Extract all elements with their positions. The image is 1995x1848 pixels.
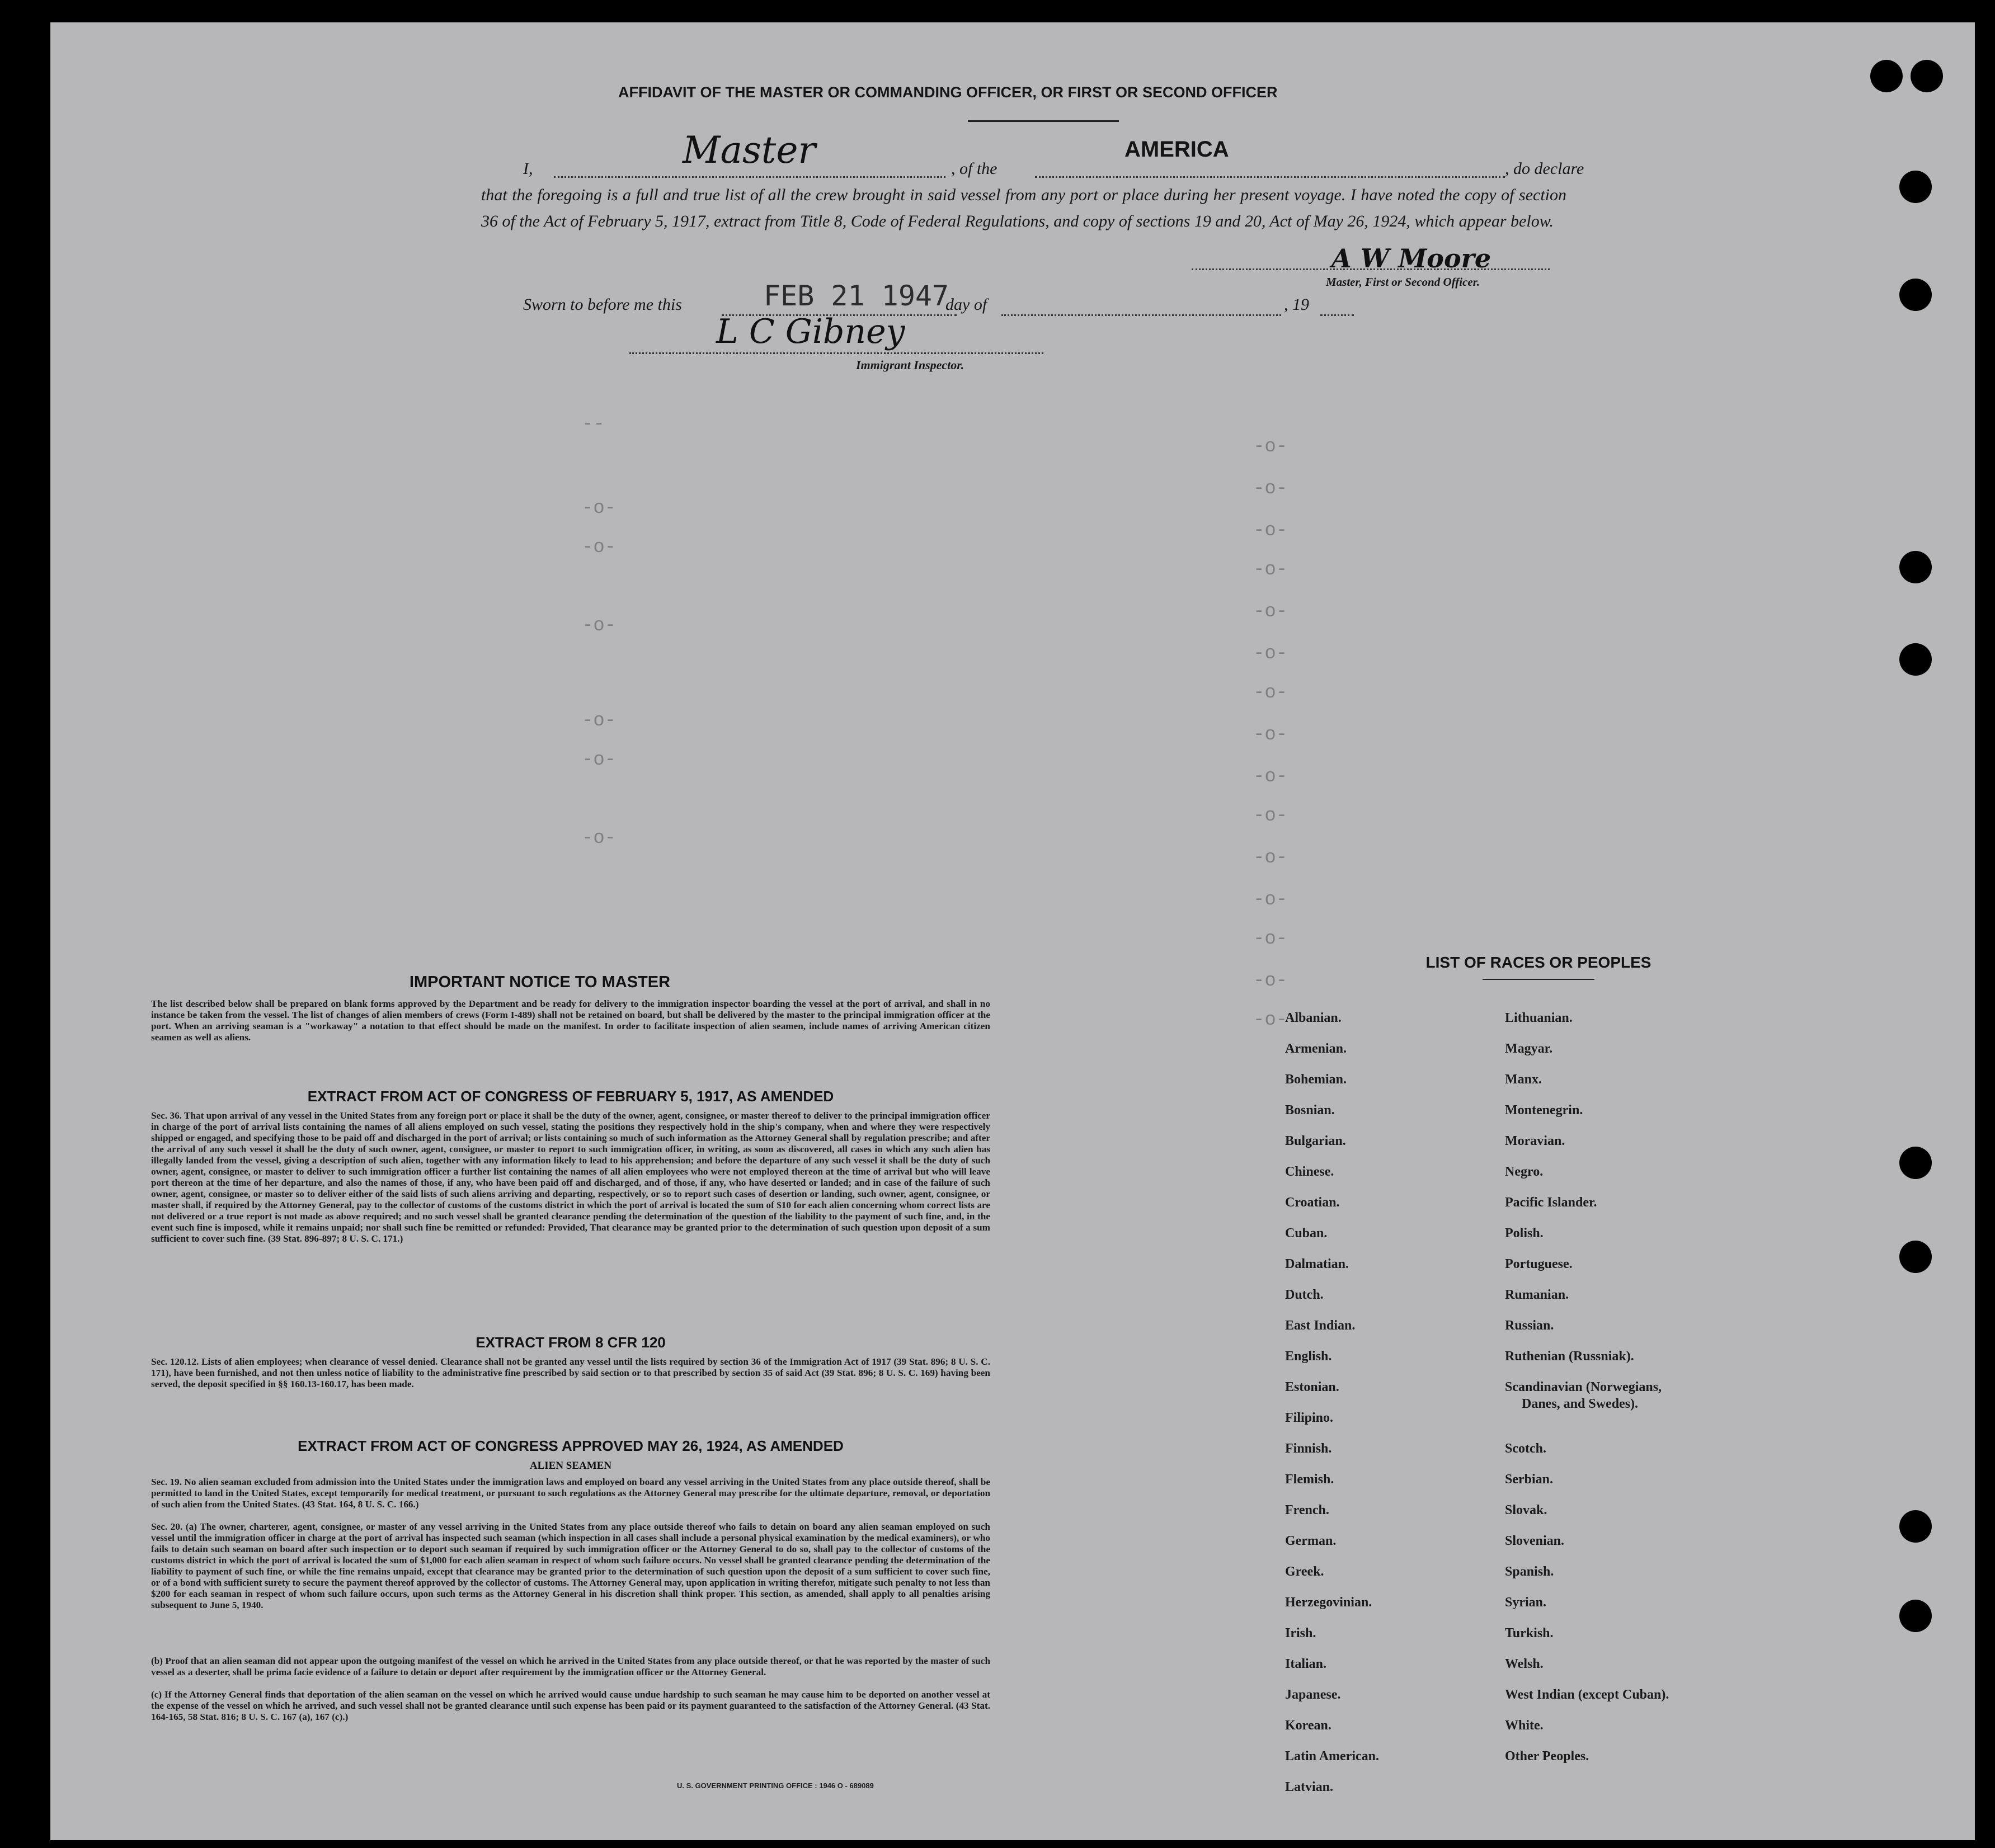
alien-seamen-subheading: ALIEN SEAMEN [529,1460,612,1472]
affidavit-body: that the foregoing is a full and true list of all the crew brought in said vessel from any port or place during her present voyage. I have noted the copy of section 36 of the Act of February 5, 1917, extract from Title 8, Code of Federal Regulations, and copy of sections 19 and 20, Act of May 26, 1924, which appear below. [481,186,1566,230]
race-item: Finnish. [1285,1441,1332,1456]
race-item: Irish. [1285,1626,1316,1640]
race-item: Bosnian. [1285,1103,1335,1118]
punch-hole [1899,1147,1932,1179]
race-item: Filipino. [1285,1411,1334,1425]
race-item: Magyar. [1505,1041,1553,1056]
extract-1924-sec20b: (b) Proof that an alien seaman did not appear upon the outgoing manifest of the vessel on which he arrived in the United States from any place outside thereof, or that he was reported by the master of such vessel as a deserter, shall be prima facie evidence of a failure to detain or deport after requirement by the immigration officer or the Attorney General. [151,1656,990,1677]
race-item: Dalmatian. [1285,1257,1349,1271]
race-item: Portuguese. [1505,1257,1573,1271]
race-item: Ruthenian (Russniak). [1505,1349,1634,1364]
race-item: Moravian. [1505,1134,1565,1148]
punch-hole [1899,1600,1932,1632]
master-signature: A W Moore [1331,243,1491,274]
race-item: Pacific Islander. [1505,1195,1597,1210]
race-item: Serbian. [1505,1472,1554,1487]
day-of-label: day of [945,295,987,314]
race-item: Italian. [1285,1657,1327,1671]
race-item: Korean. [1285,1718,1331,1733]
race-item: Rumanian. [1505,1288,1569,1302]
extract-8cfr-heading: EXTRACT FROM 8 CFR 120 [476,1334,666,1351]
extract-1924-heading: EXTRACT FROM ACT OF CONGRESS APPROVED MAY 26, 1924, AS AMENDED [298,1437,844,1454]
race-item: Turkish. [1505,1626,1554,1640]
race-item: Polish. [1505,1226,1544,1241]
race-item: German. [1285,1534,1337,1548]
race-item: Russian. [1505,1318,1554,1333]
race-item: Armenian. [1285,1041,1347,1056]
extract-1924-sec20a: Sec. 20. (a) The owner, charterer, agent, consignee, or master of any vessel arriving in the United States from any place outside thereof who fails to detain on board any alien seaman employed on such vessel until the immigration officer in charge at the port of arrival has inspected such seaman (which inspection in all cases shall include a personal physical examination by the medical examiners), or who fails to detain such seaman on board after such inspection or to deport such seaman if required by such immigration officer or the Attorney General to do so, shall pay to the collector of customs of the customs district in which the port of arrival is located the sum of $1,000 for each alien seaman in respect of whom such failure occurs. No vessel shall be granted clearance pending the determination of the liability to payment of such fine, or while the fine remains unpaid, except that clearance may be granted prior to the determination of such question upon the deposit of a sum sufficient to cover such fine, or of a bond with sufficient surety to secure the payment thereof approved by the collector of customs. The Attorney General may, upon application in writing therefor, mitigate such penalty to not less than $200 for each seaman in respect of whom such failure occurs, upon such terms as the Attorney General in his discretion shall think proper. This section, as amended, shall apply to all penalties arising subsequent to June 5, 1940. [151,1521,990,1610]
punch-hole [1899,1241,1932,1273]
races-heading: LIST OF RACES OR PEOPLES [1425,954,1651,971]
punch-hole [1899,1510,1932,1543]
signature-caption: Master, First or Second Officer. [1326,275,1480,289]
punch-hole [1870,60,1903,92]
race-item: Estonian. [1285,1380,1339,1394]
race-item: Other Peoples. [1505,1749,1589,1764]
race-item: East Indian. [1285,1318,1356,1333]
race-item: Chinese. [1285,1165,1334,1179]
vessel-name: AMERICA [1124,137,1229,162]
race-item: French. [1285,1503,1329,1517]
notice-heading: IMPORTANT NOTICE TO MASTER [409,973,671,991]
race-item: Spanish. [1505,1564,1554,1579]
race-item: Lithuanian. [1505,1011,1573,1025]
punch-hole [1899,171,1932,203]
extract-8cfr-body: Sec. 120.12. Lists of alien employees; when clearance of vessel denied. Clearance shall not be granted any vessel until the lists required by section 36 of the Immigration Act of 1917 (39 Stat. 896; 8 U. S. C. 171), have been furnished, and not then unless notice of liability to the administrative fine prescribed by said section or to that prescribed by section 35 of said Act (39 Stat. 896; 8 U. S. C. 169) having been served, the deposit specified in §§ 160.13-160.17, has been made. [151,1356,990,1389]
race-item: Latin American. [1285,1749,1379,1764]
affidavit-title: AFFIDAVIT OF THE MASTER OR COMMANDING OFFICER, OR FIRST OR SECOND OFFICER [618,84,1278,101]
do-declare-label: , do declare [1505,159,1584,178]
year-label: , 19 [1284,295,1309,314]
race-item: Manx. [1505,1072,1542,1087]
bleed-through-marks: -o- -o- -o- -o- -o- -o- -o- -o- -o- -o- -o- -o- -o- -o- -o- -‑ -o- -o- -o- -o- -o- -o- [582,414,1288,1031]
race-item: Scandinavian (Norwegians, [1505,1380,1662,1394]
race-item: Cuban. [1285,1226,1328,1241]
race-item: Montenegrin. [1505,1103,1583,1118]
race-item: Dutch. [1285,1288,1324,1302]
races-rule [1483,979,1594,980]
extract-1924-sec20c: (c) If the Attorney General finds that deportation of the alien seaman on the vessel on which he arrived would cause undue hardship to such seaman he may cause him to be deported on another vessel at the expense of the vessel on which he arrived, and such vessel shall not be granted clearance until such expense has been paid or its payment guaranteed to the satisfaction of the Attorney General. (43 Stat. 164-165, 58 Stat. 816; 8 U. S. C. 167 (a), 167 (c).) [151,1689,990,1722]
race-item: Japanese. [1285,1687,1341,1702]
race-item: Slovenian. [1505,1534,1565,1548]
punch-hole [1911,60,1943,92]
race-item: Flemish. [1285,1472,1334,1487]
race-item: White. [1505,1718,1544,1733]
race-item: Welsh. [1505,1657,1544,1671]
punch-hole [1899,551,1932,583]
document-sheet [50,22,1975,1840]
race-item: Bohemian. [1285,1072,1347,1087]
race-item: Herzegovinian. [1285,1595,1372,1610]
extract-1924-sec19: Sec. 19. No alien seaman excluded from admission into the United States under the immigration laws and employed on board any vessel arriving in the United States from any place outside thereof, shall be permitted to land in the United States, except temporarily for medical treatment, or pursuant to such regulations as the Attorney General may prescribe for the ultimate departure, removal, or deportation of such alien from the United States. (43 Stat. 164, 8 U. S. C. 166.) [151,1477,990,1510]
race-item: Albanian. [1285,1011,1342,1025]
race-item: Syrian. [1505,1595,1547,1610]
punch-hole [1899,279,1932,311]
race-item: English. [1285,1349,1332,1364]
race-item: Latvian. [1285,1780,1334,1794]
race-item: Negro. [1505,1165,1544,1179]
race-item: Bulgarian. [1285,1134,1346,1148]
sworn-stamp: FEB 21 1947 [764,280,949,312]
extract-1917-body: Sec. 36. That upon arrival of any vessel in the United States from any foreign port or place it shall be the duty of the owner, agent, consignee, or master thereof to deliver to the principal immigration officer in charge of the port of arrival lists containing the names of all aliens employed on such vessel, stating the positions they respectively hold in the ship's company, when and where they were respectively shipped or engaged, and specifying those to be paid off and discharged in the port of arrival; or lists containing so much of such information as the Attorney General shall by regulation prescribe; and after the arrival of any such vessel it shall be the duty of such owner, agent, consignee, or master to report to such immigration officer, in writing, as soon as discovered, all cases in which any such alien has illegally landed from the vessel, giving a description of such alien, together with any information likely to lead to his apprehension; and before the departure of any such vessel it shall be the duty of such owner, agent, consignee, or master to deliver to such immigration officer a further list containing the names of all alien employees who were not employed thereon at the time of arrival but who will leave port thereon at the time of her departure, and also the names of those, if any, who have been paid off and discharged, and of those, if any, who have deserted or landed; and in case of the failure of such owner, agent, consignee, or master so to deliver either of the said lists of such aliens arriving and departing, respectively, or so to report such cases of desertion or landing, such owner, agent, consignee, or master shall, if required by the Attorney General, pay to the collector of customs of the customs district in which the port of arrival is located the sum of $10 for each alien concerning whom correct lists are not delivered or a true report is not made as above required; and no such vessel shall be granted clearance pending the determination of the question of the liability to the payment of such fine, and, in the event such fine is imposed, while it remains unpaid; nor shall such fine be remitted or refunded: Provided, That clearance may be granted prior to the determination of such question upon deposit of a sum sufficient to cover such fine. (39 Stat. 896-897; 8 U. S. C. 171.) [151,1110,990,1244]
notice-body: The list described below shall be prepared on blank forms approved by the Department and be ready for delivery to the immigration inspector boarding the vessel at the port of arrival, and shall in no instance be taken from the vessel. The list of changes of alien members of crews (Form I-489) shall not be retained on board, but shall be delivered by the master to the principal immigration officer at the port. When an arriving seaman is a "workaway" a notation to that effect should be made on the manifest. In order to facilitate inspection of alien seamen, include names of arriving American citizen seamen as well as aliens. [151,998,990,1043]
of-the-label: , of the [951,159,997,178]
race-item: Greek. [1285,1564,1324,1579]
race-item: Danes, and Swedes). [1522,1397,1639,1411]
race-item: Croatian. [1285,1195,1340,1210]
race-item: Slovak. [1505,1503,1547,1517]
inspector-signature: L C Gibney [716,312,905,351]
inspector-caption: Immigrant Inspector. [856,358,964,372]
race-item: West Indian (except Cuban). [1505,1687,1669,1702]
sworn-prefix: Sworn to before me this [523,295,682,314]
affidavit-i-label: I, [523,159,533,178]
punch-hole [1899,643,1932,676]
master-handwritten: Master [683,129,816,172]
extract-1917-heading: EXTRACT FROM ACT OF CONGRESS OF FEBRUARY 5, 1917, AS AMENDED [307,1088,834,1105]
race-item: Scotch. [1505,1441,1546,1456]
printer-imprint: U. S. GOVERNMENT PRINTING OFFICE : 1946 O - 689089 [677,1781,874,1790]
